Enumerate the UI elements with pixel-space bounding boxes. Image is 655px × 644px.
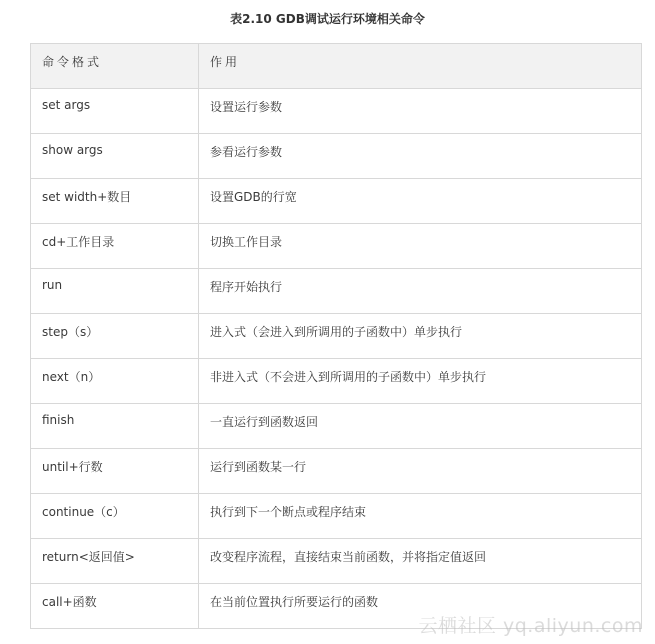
command-cell: set args — [31, 89, 199, 134]
description-cell: 进入式（会进入到所调用的子函数中）单步执行 — [199, 314, 642, 359]
table-row — [31, 89, 642, 134]
description-cell: 设置GDB的行宽 — [199, 179, 642, 224]
command-cell: return<返回值> — [31, 539, 199, 584]
command-cell: set width+数目 — [31, 179, 199, 224]
table-row — [31, 494, 642, 539]
header-purpose: 作用 — [199, 44, 642, 89]
table-row — [31, 404, 642, 449]
description-cell: 在当前位置执行所要运行的函数 — [199, 584, 642, 629]
description-cell: 改变程序流程，直接结束当前函数，并将指定值返回 — [199, 539, 642, 584]
description-cell: 运行到函数某一行 — [199, 449, 642, 494]
command-cell: continue（c） — [31, 494, 199, 539]
description-cell: 参看运行参数 — [199, 134, 642, 179]
table-row — [31, 449, 642, 494]
command-cell: step（s） — [31, 314, 199, 359]
table-row — [31, 134, 642, 179]
description-cell: 设置运行参数 — [199, 89, 642, 134]
description-cell: 非进入式（不会进入到所调用的子函数中）单步执行 — [199, 359, 642, 404]
table-row — [31, 179, 642, 224]
description-cell: 切换工作目录 — [199, 224, 642, 269]
description-cell: 程序开始执行 — [199, 269, 642, 314]
table-row — [31, 224, 642, 269]
header-command-format: 命令格式 — [31, 44, 199, 89]
command-cell: call+函数 — [31, 584, 199, 629]
description-cell: 一直运行到函数返回 — [199, 404, 642, 449]
description-cell: 执行到下一个断点或程序结束 — [199, 494, 642, 539]
command-cell: finish — [31, 404, 199, 449]
command-cell: until+行数 — [31, 449, 199, 494]
table-header-row — [31, 44, 642, 89]
command-cell: cd+工作目录 — [31, 224, 199, 269]
command-table — [30, 43, 642, 629]
table-row — [31, 359, 642, 404]
table-row — [31, 269, 642, 314]
table-row — [31, 314, 642, 359]
table-title: 表2.10 GDB调试运行环境相关命令 — [230, 12, 425, 26]
table-row — [31, 539, 642, 584]
command-cell: next（n） — [31, 359, 199, 404]
watermark: 云栖社区 yq.aliyun.com — [418, 615, 643, 637]
command-cell: run — [31, 269, 199, 314]
command-cell: show args — [31, 134, 199, 179]
